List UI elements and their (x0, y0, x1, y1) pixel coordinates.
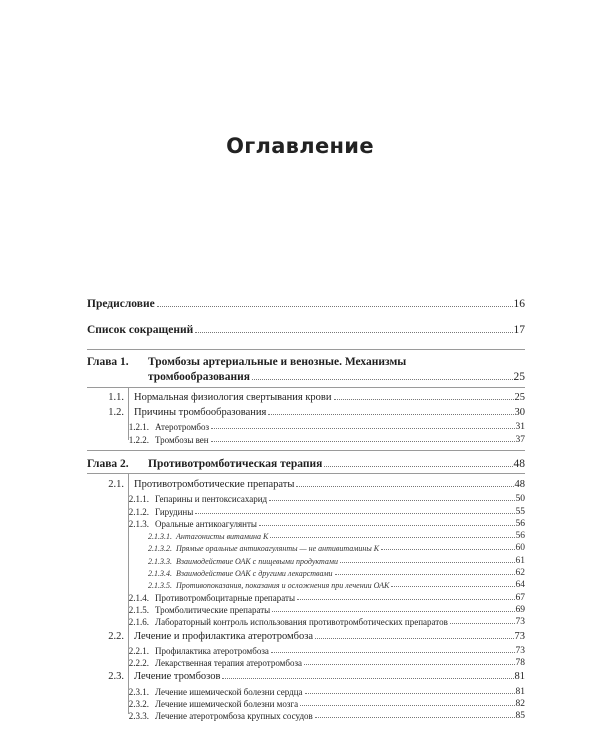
toc-entry-1-2-2[interactable] (0, 431, 600, 445)
chapter-subrule (87, 473, 525, 474)
entry-number: 2.1.3.3. (148, 556, 172, 566)
chapter-1-heading[interactable] (0, 354, 600, 368)
entry-title: Лекарственная терапия атеротромбоза (155, 658, 302, 668)
leader-dots (270, 537, 514, 538)
entry-page: 81 (515, 686, 525, 697)
section-title: Причины тромбообразования (134, 407, 267, 418)
entry-number: 2.2.1. (128, 645, 149, 656)
leader-dots (211, 441, 515, 442)
leader-dots (252, 379, 513, 380)
entry-page: 62 (515, 568, 525, 578)
leader-dots (268, 414, 513, 415)
leader-dots (259, 525, 515, 526)
entry-title: Противопоказания, показания и осложнения при лечении ОАК (176, 581, 390, 591)
page-title: Оглавление (226, 134, 374, 158)
entry-title: Гепарины и пентоксисахарид (155, 494, 268, 505)
chapter-label: Глава 1. (87, 356, 129, 368)
entry-page: 81 (514, 671, 525, 683)
toc-entry-2-1-6[interactable] (0, 613, 600, 627)
section-title: Нормальная физиология свертывания крови (134, 392, 332, 403)
leader-dots (269, 500, 514, 501)
leader-dots (391, 586, 514, 587)
subsection-title: Атеротромбоз (155, 422, 210, 432)
toc-entry-1-1[interactable] (0, 389, 600, 403)
entry-page: 78 (515, 658, 525, 668)
toc-entry-title: Предисловие (87, 298, 155, 310)
toc-entry-2-3[interactable] (0, 668, 600, 682)
leader-dots (272, 611, 514, 612)
leader-dots (296, 486, 513, 487)
leader-dots (305, 693, 515, 694)
entry-page: 73 (515, 645, 525, 656)
leader-dots (297, 599, 515, 600)
entry-page: 56 (515, 531, 525, 542)
entry-number: 2.1. (108, 479, 124, 490)
leader-dots (324, 466, 512, 467)
entry-page: 56 (515, 518, 525, 529)
entry-number: 2.1.6. (128, 617, 149, 628)
entry-page: 73 (514, 630, 525, 642)
toc-entry-page: 16 (513, 298, 525, 310)
toc-entry-title: Список сокращений (87, 324, 194, 336)
chapter-title-line2: тромбообразования (148, 371, 250, 383)
leader-dots (222, 678, 513, 679)
toc-entry-2-1[interactable] (0, 476, 600, 490)
entry-number: 2.2. (108, 630, 124, 642)
entry-title: Гирудины (155, 506, 194, 517)
entry-number: 2.1.3.4. (148, 569, 172, 578)
entry-page: 67 (515, 592, 525, 603)
entry-page: 55 (515, 506, 525, 517)
section-number: 1.1. (108, 392, 124, 403)
entry-title: Лабораторный контроль использования противотромботических препаратов (155, 617, 448, 628)
subsection-title: Тромбозы вен (155, 435, 209, 445)
entry-page: 85 (515, 711, 525, 722)
entry-page: 61 (515, 555, 525, 566)
leader-dots (195, 332, 512, 333)
entry-page: 82 (515, 698, 525, 709)
leader-dots (450, 623, 515, 624)
chapter-divider (87, 349, 525, 350)
leader-dots (315, 638, 513, 639)
entry-number: 2.3.1. (128, 686, 149, 697)
leader-dots (211, 428, 514, 429)
entry-page: 50 (515, 494, 525, 505)
entry-number: 2.1.1. (128, 494, 149, 505)
entry-title: Лечение атеротромбоза крупных сосудов (155, 711, 313, 722)
chapter-divider (87, 450, 525, 451)
entry-title: Противотромботические препараты (134, 479, 295, 490)
leader-dots (304, 664, 515, 665)
entry-title: Лечение тромбозов (134, 671, 221, 683)
entry-title: Противотромбоцитарные препараты (155, 592, 295, 603)
entry-title: Тромболитические препараты (155, 604, 271, 615)
entry-number: 2.1.3.2. (148, 544, 172, 554)
subsection-number: 1.2.1. (128, 422, 149, 432)
entry-title: Лечение ишемической болезни мозга (155, 698, 299, 709)
toc-entry-2-2-2[interactable] (0, 654, 600, 668)
entry-number: 2.1.4. (128, 592, 149, 603)
entry-number: 2.2.2. (128, 658, 149, 668)
entry-page: 60 (515, 543, 525, 554)
entry-number: 2.1.3.1. (148, 532, 172, 542)
toc-entry-page: 17 (513, 324, 525, 336)
entry-title: Лечение и профилактика атеротромбоза (134, 630, 314, 642)
leader-dots (335, 574, 515, 575)
entry-number: 2.3.3. (128, 711, 149, 722)
section-page: 25 (514, 392, 525, 403)
entry-title: Оральные антикоагулянты (155, 518, 257, 529)
section-number: 1.2. (108, 407, 124, 418)
chapter-title-line1: Противотромботическая терапия (148, 458, 323, 470)
entry-number: 2.1.3. (128, 518, 149, 529)
chapter-label: Глава 2. (87, 458, 129, 470)
subsection-number: 1.2.2. (128, 435, 149, 445)
leader-dots (315, 717, 515, 718)
leader-dots (157, 306, 513, 307)
entry-number: 2.1.2. (128, 506, 149, 517)
leader-dots (300, 705, 514, 706)
chapter-title-line1: Тромбозы артериальные и венозные. Механизмы (148, 356, 407, 368)
entry-page: 73 (515, 617, 525, 628)
toc-entry-1-2[interactable] (0, 404, 600, 418)
chapter-1-heading-line2[interactable] (0, 369, 600, 383)
section-page: 30 (514, 407, 525, 418)
entry-number: 2.3. (108, 671, 124, 683)
entry-page: 48 (514, 479, 525, 490)
toc-entry-preface[interactable] (0, 296, 600, 310)
chapter-page: 25 (513, 371, 525, 383)
leader-dots (334, 399, 514, 400)
leader-dots (340, 562, 515, 563)
toc-entry-2-2[interactable] (0, 628, 600, 642)
toc-entry-abbreviations[interactable] (0, 322, 600, 336)
leader-dots (381, 549, 514, 550)
entry-number: 2.3.2. (128, 698, 149, 709)
entry-page: 69 (515, 604, 525, 615)
leader-dots (195, 513, 514, 514)
subsection-page: 31 (515, 422, 525, 432)
entry-number: 2.1.5. (128, 604, 149, 615)
entry-title: Лечение ишемической болезни сердца (155, 686, 303, 697)
entry-page: 64 (515, 580, 525, 591)
subsection-page: 37 (515, 435, 525, 445)
entry-title: Взаимодействие ОАК с пищевыми продуктами (176, 556, 338, 566)
entry-number: 2.1.3.5. (148, 581, 172, 591)
chapter-page: 48 (513, 458, 525, 470)
entry-title: Профилактика атеротромбоза (155, 645, 269, 656)
chapter-2-heading[interactable] (0, 456, 600, 470)
entry-title: Антагонисты витамина К (176, 532, 269, 542)
toc-entry-1-2-1[interactable] (0, 418, 600, 432)
entry-title: Прямые оральные антикоагулянты — не антивитамины К (176, 544, 380, 554)
entry-title: Взаимодействие ОАК с другими лекарствами (176, 569, 333, 578)
toc-entry-2-3-3[interactable] (0, 707, 600, 721)
chapter-subrule (87, 387, 525, 388)
leader-dots (271, 652, 515, 653)
